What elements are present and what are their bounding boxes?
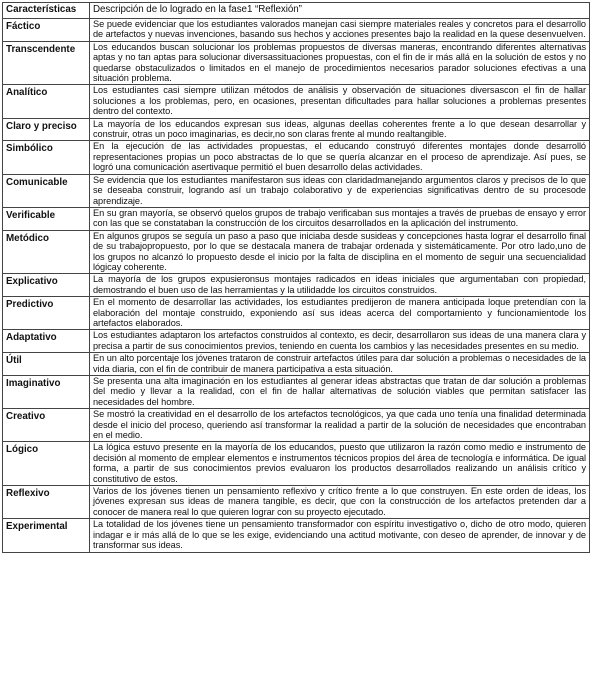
characteristic-label: Transcendente [3, 41, 90, 85]
table-row [3, 19, 590, 42]
characteristic-label: Experimental [3, 519, 90, 552]
characteristic-description: Los estudiantes adaptaron los artefactos construidos al contexto, es decir, desarrollaron sus ideas de una manera clara y precisa a partir de sus conocimientos previos, teniendo en cuenta los cambios y las necesidades presentes en su medio. [90, 330, 590, 353]
table-row [3, 118, 590, 141]
table-row [3, 85, 590, 118]
characteristic-description: Se presenta una alta imaginación en los estudiantes al generar ideas abstractas que tratan de dar solución a problemas del medio y llevar a la realidad, con el fin de hallar alternativas de solución viables que permitan satisfacer las necesidades del hombre. [90, 376, 590, 409]
header-description: Descripción de lo logrado en la fase1 “Reflexión” [90, 3, 590, 19]
characteristic-label: Predictivo [3, 297, 90, 330]
table-row [3, 141, 590, 174]
table-row [3, 174, 590, 207]
characteristic-description: Los estudiantes casi siempre utilizan métodos de análisis y observación de situaciones diversascon el fin de hallar soluciones a los problemas, pero, en ocasiones, presentan dificultades para hallar soluciones a problemas presentes dentro del contexto. [90, 85, 590, 118]
table-row [3, 376, 590, 409]
characteristic-description: La mayoría de los grupos expusieronsus montajes radicados en ideas iniciales que argumentaban con propiedad, demostrando el buen uso de las herramientas y la utilidadde los circuitos construidos. [90, 274, 590, 297]
characteristic-label: Metódico [3, 230, 90, 274]
table-row [3, 274, 590, 297]
characteristic-description: La lógica estuvo presente en la mayoría de los educandos, puesto que utilizaron la razón como medio e instrumento de decisión al momento de emplear elementos e instrumentos técnicos propios del área de tecnología e informática. De igual forma, a partir de sus conocimientos previos evaluaron los productos desarrollados realizando un análisis crítico y constitutivo de estos. [90, 442, 590, 486]
characteristic-description: La mayoría de los educandos expresan sus ideas, algunas deellas coherentes frente a lo que desean desarrollar y construir, otras un poco imaginarias, es decir,no son claras frente al mundo realtangible. [90, 118, 590, 141]
characteristic-label: Imaginativo [3, 376, 90, 409]
table-row [3, 297, 590, 330]
characteristic-label: Lógico [3, 442, 90, 486]
table-row [3, 486, 590, 519]
characteristic-description: Se evidencia que los estudiantes manifestaron sus ideas con claridadmanejando argumentos claros y precisos de lo que se deseaba construir, logrando así un trabajo colaborativo y de experiencias significativas dentro de su procesode aprendizaje. [90, 174, 590, 207]
table-row [3, 330, 590, 353]
characteristic-label: Útil [3, 353, 90, 376]
characteristic-description: Los educandos buscan solucionar los problemas propuestos de diversas maneras, encontrando diferentes alternativas aptas y no tan aptas para solucionar diversassituaciones propuestas, con el fin de ir más allá en la solución de estos y no quedarse obstaculizados o limitados en el manejo de procedimientos necesarios parador soluciones efectivas a una situación problema. [90, 41, 590, 85]
table-row [3, 409, 590, 442]
characteristic-description: En la ejecución de las actividades propuestas, el educando construyó diferentes montajes donde desarrolló representaciones propias un poco abstractas de lo que se quería alcanzar en el proceso de aprendizaje. Así pues, se logró una comunicación asertivaque permitió el buen desarrollo delas actividades. [90, 141, 590, 174]
table-row [3, 519, 590, 552]
characteristic-description: Se mostró la creatividad en el desarrollo de los artefactos tecnológicos, ya que cada uno tenía una finalidad determinada desde el inicio del proceso, queriendo así transformar la realidad a partir de la solución de necesidades que encontraban en el medio. [90, 409, 590, 442]
characteristic-description: En un alto porcentaje los jóvenes trataron de construir artefactos útiles para dar solución a problemas o necesidades de la vida diaria, con el fin de contribuir de manera participativa a esta situación. [90, 353, 590, 376]
characteristic-label: Reflexivo [3, 486, 90, 519]
characteristic-description: Se puede evidenciar que los estudiantes valorados manejan casi siempre materiales reales y concretos para el desarrollo de artefactos y nuevas invenciones, basando sus hechos y acciones presentes bajo la realidad en la quese desenvuelven. [90, 19, 590, 42]
characteristic-description: En su gran mayoría, se observó quelos grupos de trabajo verificaban sus montajes a través de pruebas de ensayo y error con las que se constataban la construcción de los circuitos desarrollados en la aplicación del instrumento. [90, 207, 590, 230]
header-characteristics: Características [3, 3, 90, 19]
characteristic-label: Creativo [3, 409, 90, 442]
characteristic-label: Verificable [3, 207, 90, 230]
characteristic-label: Comunicable [3, 174, 90, 207]
characteristic-description: En algunos grupos se seguía un paso a paso que iniciaba desde susideas y concepciones hasta lograr el desarrollo final de su trabajopropuesto, por lo que se destacala manera de trabajar ordenada y sistemáticamente. Por otro lado,uno de los grupos no alcanzó lo propuesto desde el inicio por la falta de disciplina en el momento de seguir una secuencialidad lógicay coherente. [90, 230, 590, 274]
characteristic-label: Claro y preciso [3, 118, 90, 141]
table-row [3, 353, 590, 376]
table-row [3, 230, 590, 274]
characteristic-label: Adaptativo [3, 330, 90, 353]
results-table-container [2, 2, 590, 553]
table-row [3, 41, 590, 85]
characteristic-label: Fáctico [3, 19, 90, 42]
characteristic-label: Analítico [3, 85, 90, 118]
table-row [3, 207, 590, 230]
characteristic-description: En el momento de desarrollar las actividades, los estudiantes predijeron de manera anticipada loque pretendían con la elaboración del montaje construido, exponiendo así sus ideas acerca del comportamiento y funcionamientode los artefactos elaborados. [90, 297, 590, 330]
characteristic-label: Explicativo [3, 274, 90, 297]
characteristic-label: Simbólico [3, 141, 90, 174]
characteristic-description: Varios de los jóvenes tienen un pensamiento reflexivo y crítico frente a lo que construyen. En este orden de ideas, los jóvenes expresan sus ideas de manera tangible, es decir, que con la construcción de los artefactos pretenden dar a conocer de manera real lo que quieren lograr con su proyecto ejecutado. [90, 486, 590, 519]
table-header-row [3, 3, 590, 19]
table-row [3, 442, 590, 486]
characteristic-description: La totalidad de los jóvenes tiene un pensamiento transformador con espíritu investigativo o, dicho de otro modo, quieren indagar e ir más allá de lo que se les exige, evidenciando una actitud motivante, con deseo de aprender, de innovar y de transformar sus ideas. [90, 519, 590, 552]
results-table [2, 2, 590, 553]
